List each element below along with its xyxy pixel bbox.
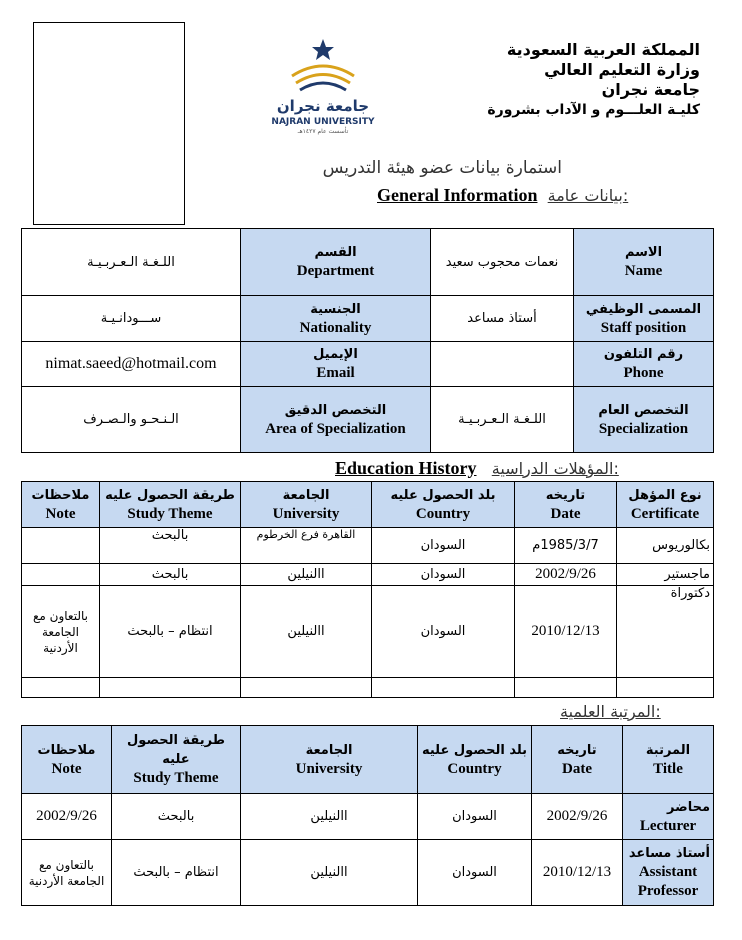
header-ministry: وزارة التعليم العالي [544, 60, 700, 79]
rank-theme-cell: انتظام – بالبحث [112, 840, 241, 906]
edu-col-university-ar: الجامعة [282, 487, 330, 503]
table-row [22, 564, 714, 586]
rank-col-study-theme [112, 726, 241, 794]
specialization-label-en: Specialization [598, 420, 689, 437]
department-value: اللـغـة الـعـربـيـة [22, 229, 241, 296]
rank-col-university [241, 726, 418, 794]
email-label-en: Email [316, 365, 355, 381]
edu-university-cell: االنيلين [241, 564, 372, 586]
edu-certificate-cell: ماجستير [617, 564, 714, 586]
edu-certificate-cell: بكالوريوس [617, 528, 714, 564]
edu-col-note-ar: ملاحظات [31, 487, 90, 503]
edu-col-certificate [617, 482, 714, 528]
najran-university-logo [262, 36, 384, 136]
general-row [22, 229, 714, 296]
phone-label [574, 342, 714, 387]
edu-country-cell [372, 678, 515, 698]
rank-col-study-theme-en: Study Theme [133, 770, 219, 786]
department-label [241, 229, 431, 296]
rank-col-note-en: Note [51, 760, 82, 777]
phone-label-en: Phone [623, 365, 664, 381]
rank-title-ar: المرتبة العلمية: [560, 702, 661, 721]
rank-date-cell: 2010/12/13 [532, 840, 623, 906]
rank-col-study-theme-ar: طريقة الحصول عليه [127, 733, 225, 767]
rank-university-cell: االنيلين [241, 794, 418, 840]
edu-col-date-en: Date [550, 505, 581, 522]
area-of-specialization-label-en: Area of Specialization [265, 420, 406, 437]
rank-header-row [22, 726, 714, 794]
edu-note-cell: بالتعاون مع الجامعة الأردنية [22, 586, 100, 678]
table-row [22, 678, 714, 698]
rank-col-title [623, 726, 714, 794]
name-value: نعمات محجوب سعيد [431, 229, 574, 296]
phone-label-ar: رقم التلفون [603, 347, 684, 362]
rank-col-country-en: Country [447, 760, 502, 777]
edu-col-study-theme-en: Study Theme [127, 505, 213, 522]
area-of-specialization-label-ar: التخصص الدقيق [284, 402, 387, 418]
edu-theme-cell: بالبحث [100, 564, 241, 586]
education-header-row [22, 482, 714, 528]
edu-university-cell: االنيلين [241, 586, 372, 678]
edu-col-country [372, 482, 515, 528]
edu-date-cell: 2002/9/26 [515, 564, 617, 586]
rank-col-note [22, 726, 112, 794]
name-label [574, 229, 714, 296]
staff-position-label-ar: المسمى الوظيفي [585, 301, 702, 317]
photo-placeholder [33, 22, 185, 225]
table-row [22, 794, 714, 840]
edu-country-cell: السودان [372, 586, 515, 678]
edu-col-study-theme-ar: طريقة الحصول عليه [105, 487, 235, 503]
general-title-ar: بيانات عامة: [547, 186, 629, 205]
general-row [22, 342, 714, 387]
nationality-value: ســـودانـيـة [22, 296, 241, 342]
department-label-ar: القسم [314, 245, 357, 260]
staff-position-label [574, 296, 714, 342]
name-label-ar: الاسم [624, 245, 663, 260]
rank-title-ar-text: محاضر [667, 799, 710, 815]
edu-university-cell [241, 678, 372, 698]
edu-date-cell [515, 678, 617, 698]
rank-university-cell: االنيلين [241, 840, 418, 906]
department-label-en: Department [296, 263, 375, 279]
rank-date-cell: 2002/9/26 [532, 794, 623, 840]
edu-col-certificate-ar: نوع المؤهل [628, 487, 702, 503]
table-row [22, 586, 714, 678]
edu-certificate-cell: دكتوراة [617, 586, 714, 678]
header-country: المملكة العربية السعودية [506, 40, 700, 59]
edu-theme-cell [100, 678, 241, 698]
rank-section-heading [560, 702, 661, 721]
general-section-heading [377, 185, 628, 206]
rank-col-university-en: University [295, 760, 363, 777]
rank-col-university-ar: الجامعة [305, 742, 353, 758]
rank-country-cell: السودان [418, 840, 532, 906]
education-table [21, 481, 714, 698]
edu-date-cell: 2010/12/13 [515, 586, 617, 678]
education-title-ar: المؤهلات الدراسية: [491, 459, 619, 478]
specialization-value: اللـغـة الـعـربـيـة [431, 387, 574, 453]
edu-certificate-cell [617, 678, 714, 698]
logo-emblem-icon [262, 36, 384, 136]
rank-country-cell: السودان [418, 794, 532, 840]
general-row [22, 387, 714, 453]
phone-value [431, 342, 574, 387]
general-row [22, 296, 714, 342]
form-title: استمارة بيانات عضو هيئة التدريس [322, 158, 562, 178]
rank-col-date-ar: تاريخه [557, 742, 597, 758]
rank-col-title-ar: المرتبة [645, 742, 691, 758]
edu-university-cell: القاهرة فرع الخرطوم [241, 528, 372, 564]
email-label [241, 342, 431, 387]
table-row [22, 840, 714, 906]
rank-title-cell [623, 840, 714, 906]
general-info-table [21, 228, 714, 453]
edu-theme-cell: بالبحث [100, 528, 241, 564]
edu-note-cell [22, 528, 100, 564]
area-of-specialization-label [241, 387, 431, 453]
edu-col-university [241, 482, 372, 528]
email-label-ar: الإيميل [313, 347, 358, 362]
area-of-specialization-value: الـنـحـو والـصـرف [22, 387, 241, 453]
logo-text-ar: جامعة نجران [276, 97, 370, 115]
specialization-label-ar: التخصص العام [598, 402, 689, 418]
rank-table [21, 725, 714, 906]
staff-position-label-en: Staff position [600, 319, 687, 336]
edu-note-cell [22, 678, 100, 698]
edu-country-cell: السودان [372, 528, 515, 564]
edu-col-date [515, 482, 617, 528]
rank-note-cell: 2002/9/26 [22, 794, 112, 840]
edu-col-certificate-en: Certificate [630, 505, 700, 522]
rank-col-title-en: Title [653, 760, 683, 777]
logo-text-en: NAJRAN UNIVERSITY [271, 117, 375, 127]
edu-col-university-en: University [272, 505, 340, 522]
edu-col-country-ar: بلد الحصول عليه [390, 487, 496, 503]
staff-position-value: أستاذ مساعد [431, 296, 574, 342]
general-title-en: General Information [377, 185, 538, 205]
nationality-label-ar: الجنسية [310, 301, 361, 317]
edu-col-note-en: Note [45, 505, 76, 522]
rank-col-date-en: Date [562, 760, 592, 777]
rank-title-en-text: Assistant Professor [637, 864, 699, 899]
edu-date-cell: 1985/3/7م [515, 528, 617, 564]
header-college: كليـة العلـــوم و الآداب بشرورة [487, 102, 700, 118]
rank-title-en-text: Lecturer [639, 817, 697, 834]
rank-title-cell [623, 794, 714, 840]
edu-col-date-ar: تاريخه [545, 487, 586, 503]
header-university: جامعة نجران [601, 80, 700, 99]
rank-theme-cell: بالبحث [112, 794, 241, 840]
logo-founded: تأسست عام ١٤٢٧هـ [297, 128, 349, 135]
rank-col-date [532, 726, 623, 794]
edu-country-cell: السودان [372, 564, 515, 586]
header-block [440, 40, 700, 120]
email-value: nimat.saeed@hotmail.com [22, 342, 241, 387]
rank-col-note-ar: ملاحظات [37, 742, 96, 758]
rank-col-country [418, 726, 532, 794]
specialization-label [574, 387, 714, 453]
education-title-en: Education History [335, 458, 477, 478]
rank-note-cell: بالتعاون مع الجامعة الأردنية [22, 840, 112, 906]
rank-title-ar-text: أستاذ مساعد [628, 846, 710, 861]
edu-col-country-en: Country [415, 505, 471, 522]
table-row [22, 528, 714, 564]
rank-col-country-ar: بلد الحصول عليه [421, 742, 528, 758]
name-label-en: Name [624, 263, 663, 279]
edu-col-note [22, 482, 100, 528]
edu-col-study-theme [100, 482, 241, 528]
edu-note-cell [22, 564, 100, 586]
edu-theme-cell: انتظام – بالبحث [100, 586, 241, 678]
nationality-label [241, 296, 431, 342]
education-section-heading [335, 458, 619, 479]
nationality-label-en: Nationality [299, 319, 372, 336]
